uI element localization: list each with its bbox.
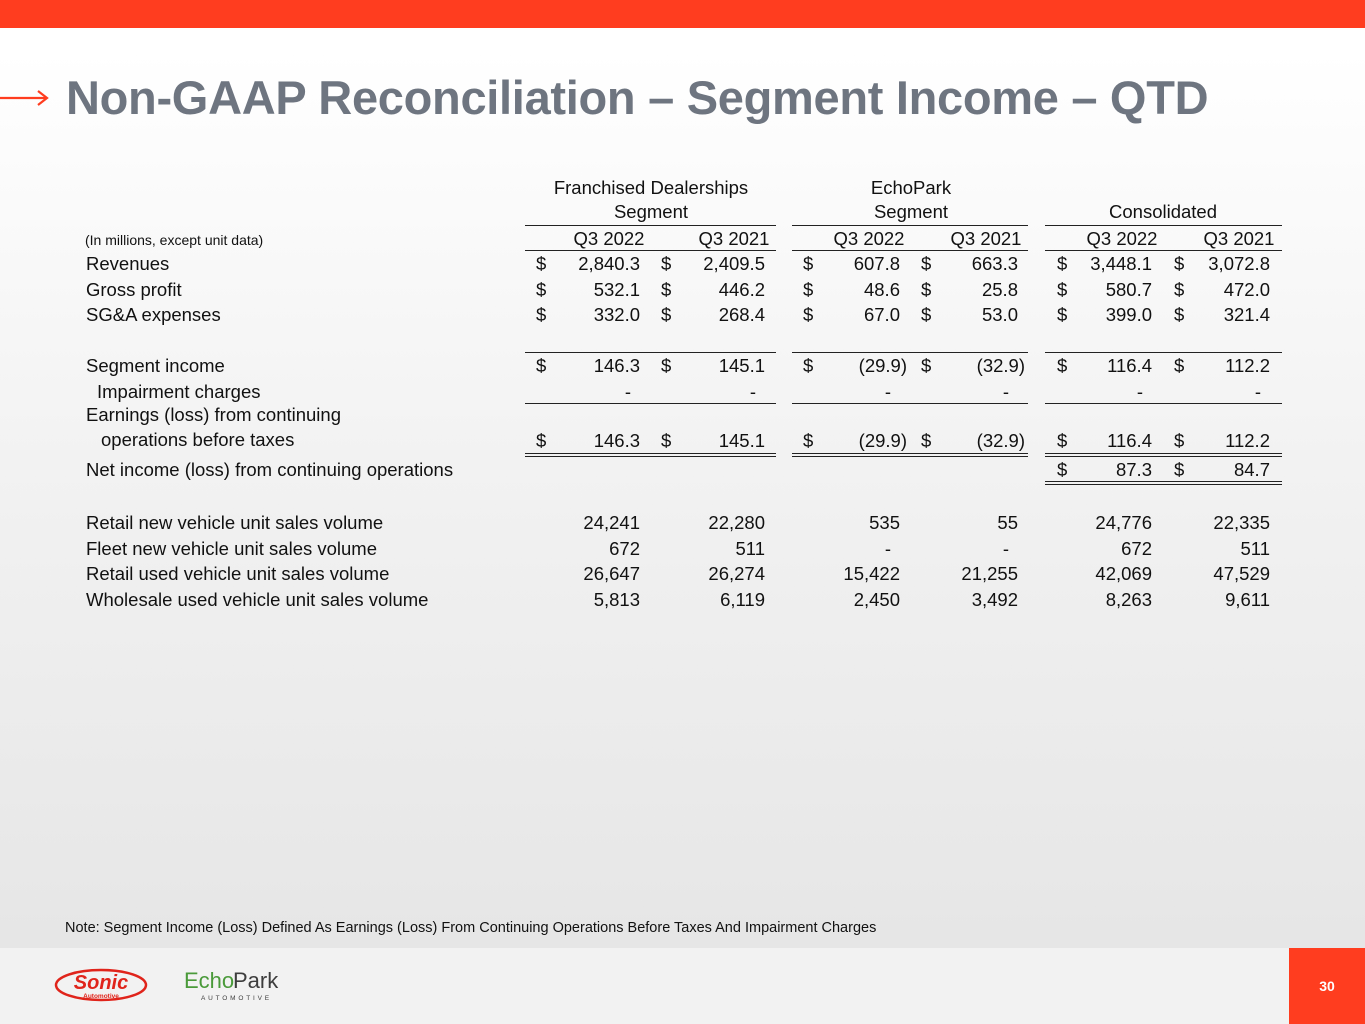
sonic-automotive-logo — [53, 966, 149, 1004]
value-cell: 511 — [735, 538, 765, 559]
value-cell: 472.0 — [1223, 279, 1270, 300]
value-cell: 145.1 — [718, 430, 765, 451]
value-cell: 321.4 — [1223, 304, 1270, 325]
currency-symbol: $ — [1174, 279, 1185, 300]
value-cell: (29.9) — [858, 355, 907, 376]
value-cell: (32.9) — [976, 355, 1025, 376]
svg-text:Automotive: Automotive — [83, 993, 119, 1000]
value-cell: 672 — [1121, 538, 1152, 559]
footnote: Note: Segment Income (Loss) Defined As Earnings (Loss) From Continuing Operations Before Taxes And Impairment Charges — [65, 920, 877, 936]
currency-symbol: $ — [921, 253, 932, 274]
period-header: Q3 2021 — [950, 228, 1022, 249]
value-cell: 399.0 — [1105, 304, 1152, 325]
period-header: Q3 2021 — [1203, 228, 1275, 249]
value-cell: 26,647 — [583, 563, 640, 584]
period-header: Q3 2021 — [698, 228, 770, 249]
currency-symbol: $ — [803, 279, 814, 300]
currency-symbol: $ — [661, 304, 672, 325]
value-cell: 55 — [997, 512, 1018, 533]
value-cell: 47,529 — [1213, 563, 1270, 584]
period-header: Q3 2022 — [1086, 228, 1158, 249]
value-cell: 511 — [1240, 538, 1270, 559]
value-cell: 67.0 — [863, 304, 900, 325]
row-label: Earnings (loss) from continuing — [86, 404, 341, 425]
currency-symbol: $ — [536, 279, 547, 300]
value-cell: 21,255 — [961, 563, 1018, 584]
value-cell: 26,274 — [708, 563, 765, 584]
row-label: Retail used vehicle unit sales volume — [86, 563, 390, 584]
subtotal-rule — [1045, 403, 1282, 404]
svg-text:Sonic: Sonic — [73, 972, 129, 994]
value-cell: 87.3 — [1115, 459, 1152, 480]
value-cell: 112.2 — [1225, 355, 1270, 376]
value-cell: - — [624, 381, 631, 402]
total-double-rule — [1045, 453, 1282, 454]
value-cell: 53.0 — [981, 304, 1018, 325]
value-cell: 145.1 — [718, 355, 765, 376]
currency-symbol: $ — [1174, 253, 1185, 274]
value-cell: - — [1136, 381, 1143, 402]
title-arrow-icon — [0, 86, 52, 110]
top-accent-bar — [0, 0, 1365, 28]
currency-symbol: $ — [803, 430, 814, 451]
row-label: Wholesale used vehicle unit sales volume — [86, 589, 429, 610]
value-cell: - — [749, 381, 756, 402]
row-label: Gross profit — [86, 279, 182, 300]
currency-symbol: $ — [1057, 279, 1068, 300]
svg-text:Echo: Echo — [184, 968, 235, 993]
svg-text:Park: Park — [233, 968, 279, 993]
value-cell: 48.6 — [863, 279, 900, 300]
subtotal-rule — [525, 403, 776, 404]
value-cell: 3,448.1 — [1090, 253, 1152, 274]
segment-header: EchoPark — [870, 177, 952, 198]
currency-symbol: $ — [661, 355, 672, 376]
value-cell: 9,611 — [1225, 589, 1270, 610]
header-rule — [1045, 225, 1282, 226]
subtotal-rule — [1045, 352, 1282, 353]
row-label: Retail new vehicle unit sales volume — [86, 512, 384, 533]
value-cell: 146.3 — [593, 430, 640, 451]
echopark-logo — [183, 966, 283, 1004]
currency-symbol: $ — [1057, 430, 1068, 451]
currency-symbol: $ — [661, 430, 672, 451]
value-cell: 42,069 — [1095, 563, 1152, 584]
value-cell: 116.4 — [1107, 430, 1152, 451]
currency-symbol: $ — [921, 355, 932, 376]
header-rule — [525, 225, 776, 226]
value-cell: 24,776 — [1095, 512, 1152, 533]
currency-symbol: $ — [1057, 459, 1068, 480]
currency-symbol: $ — [1174, 430, 1185, 451]
currency-symbol: $ — [1057, 253, 1068, 274]
currency-symbol: $ — [1174, 355, 1185, 376]
row-label: Segment income — [86, 355, 225, 376]
currency-symbol: $ — [921, 304, 932, 325]
subtotal-rule — [792, 352, 1028, 353]
row-label: Net income (loss) from continuing operations — [86, 459, 454, 480]
page-number: 30 — [1289, 948, 1365, 1024]
currency-symbol: $ — [536, 304, 547, 325]
page-title: Non-GAAP Reconciliation – Segment Income – QTD — [66, 71, 1209, 124]
value-cell: 22,335 — [1213, 512, 1270, 533]
value-cell: - — [884, 381, 891, 402]
period-header: Q3 2022 — [833, 228, 905, 249]
subtotal-rule — [525, 352, 776, 353]
segment-header: Consolidated — [1109, 201, 1217, 222]
currency-symbol: $ — [921, 279, 932, 300]
value-cell: 8,263 — [1105, 589, 1152, 610]
value-cell: 672 — [609, 538, 640, 559]
currency-symbol: $ — [803, 304, 814, 325]
value-cell: 2,409.5 — [703, 253, 765, 274]
header-rule — [792, 225, 1028, 226]
currency-symbol: $ — [661, 253, 672, 274]
value-cell: 146.3 — [593, 355, 640, 376]
total-double-rule — [525, 456, 776, 457]
currency-symbol: $ — [803, 355, 814, 376]
row-label: SG&A expenses — [86, 304, 221, 325]
period-header: Q3 2022 — [573, 228, 645, 249]
value-cell: 24,241 — [583, 512, 640, 533]
currency-symbol: $ — [536, 430, 547, 451]
currency-symbol: $ — [661, 279, 672, 300]
value-cell: 2,840.3 — [578, 253, 640, 274]
value-cell: - — [1002, 381, 1009, 402]
value-cell: 3,492 — [971, 589, 1018, 610]
value-cell: 535 — [869, 512, 900, 533]
total-double-rule — [792, 453, 1028, 454]
currency-symbol: $ — [803, 253, 814, 274]
value-cell: 15,422 — [843, 563, 900, 584]
value-cell: 116.4 — [1107, 355, 1152, 376]
value-cell: 22,280 — [708, 512, 765, 533]
total-double-rule — [1045, 484, 1282, 485]
value-cell: - — [1254, 381, 1261, 402]
value-cell: 332.0 — [593, 304, 640, 325]
subtotal-rule — [792, 403, 1028, 404]
segment-header: Segment — [613, 201, 689, 222]
row-label: operations before taxes — [101, 429, 295, 450]
total-double-rule — [525, 453, 776, 454]
value-cell: 25.8 — [981, 279, 1018, 300]
value-cell: 268.4 — [718, 304, 765, 325]
value-cell: (29.9) — [858, 430, 907, 451]
value-cell: 84.7 — [1233, 459, 1270, 480]
value-cell: 580.7 — [1105, 279, 1152, 300]
total-double-rule — [1045, 456, 1282, 457]
header-rule — [525, 250, 776, 251]
currency-symbol: $ — [1057, 304, 1068, 325]
header-rule — [1045, 250, 1282, 251]
currency-symbol: $ — [1174, 459, 1185, 480]
units-note: (In millions, except unit data) — [85, 232, 264, 248]
value-cell: - — [884, 538, 891, 559]
header-rule — [792, 250, 1028, 251]
value-cell: (32.9) — [976, 430, 1025, 451]
currency-symbol: $ — [1174, 304, 1185, 325]
currency-symbol: $ — [536, 355, 547, 376]
value-cell: 5,813 — [593, 589, 640, 610]
row-label: Impairment charges — [97, 381, 261, 402]
row-label: Revenues — [86, 253, 170, 274]
value-cell: 112.2 — [1225, 430, 1270, 451]
total-double-rule — [1045, 481, 1282, 482]
segment-header: Franchised Dealerships — [553, 177, 749, 198]
currency-symbol: $ — [921, 430, 932, 451]
value-cell: 446.2 — [718, 279, 765, 300]
currency-symbol: $ — [536, 253, 547, 274]
value-cell: 663.3 — [971, 253, 1018, 274]
svg-text:AUTOMOTIVE: AUTOMOTIVE — [201, 995, 272, 1002]
value-cell: - — [1002, 538, 1009, 559]
total-double-rule — [792, 456, 1028, 457]
value-cell: 607.8 — [853, 253, 900, 274]
value-cell: 532.1 — [593, 279, 640, 300]
segment-header: Segment — [873, 201, 949, 222]
row-label: Fleet new vehicle unit sales volume — [86, 538, 378, 559]
currency-symbol: $ — [1057, 355, 1068, 376]
value-cell: 2,450 — [853, 589, 900, 610]
value-cell: 6,119 — [720, 589, 765, 610]
value-cell: 3,072.8 — [1208, 253, 1270, 274]
